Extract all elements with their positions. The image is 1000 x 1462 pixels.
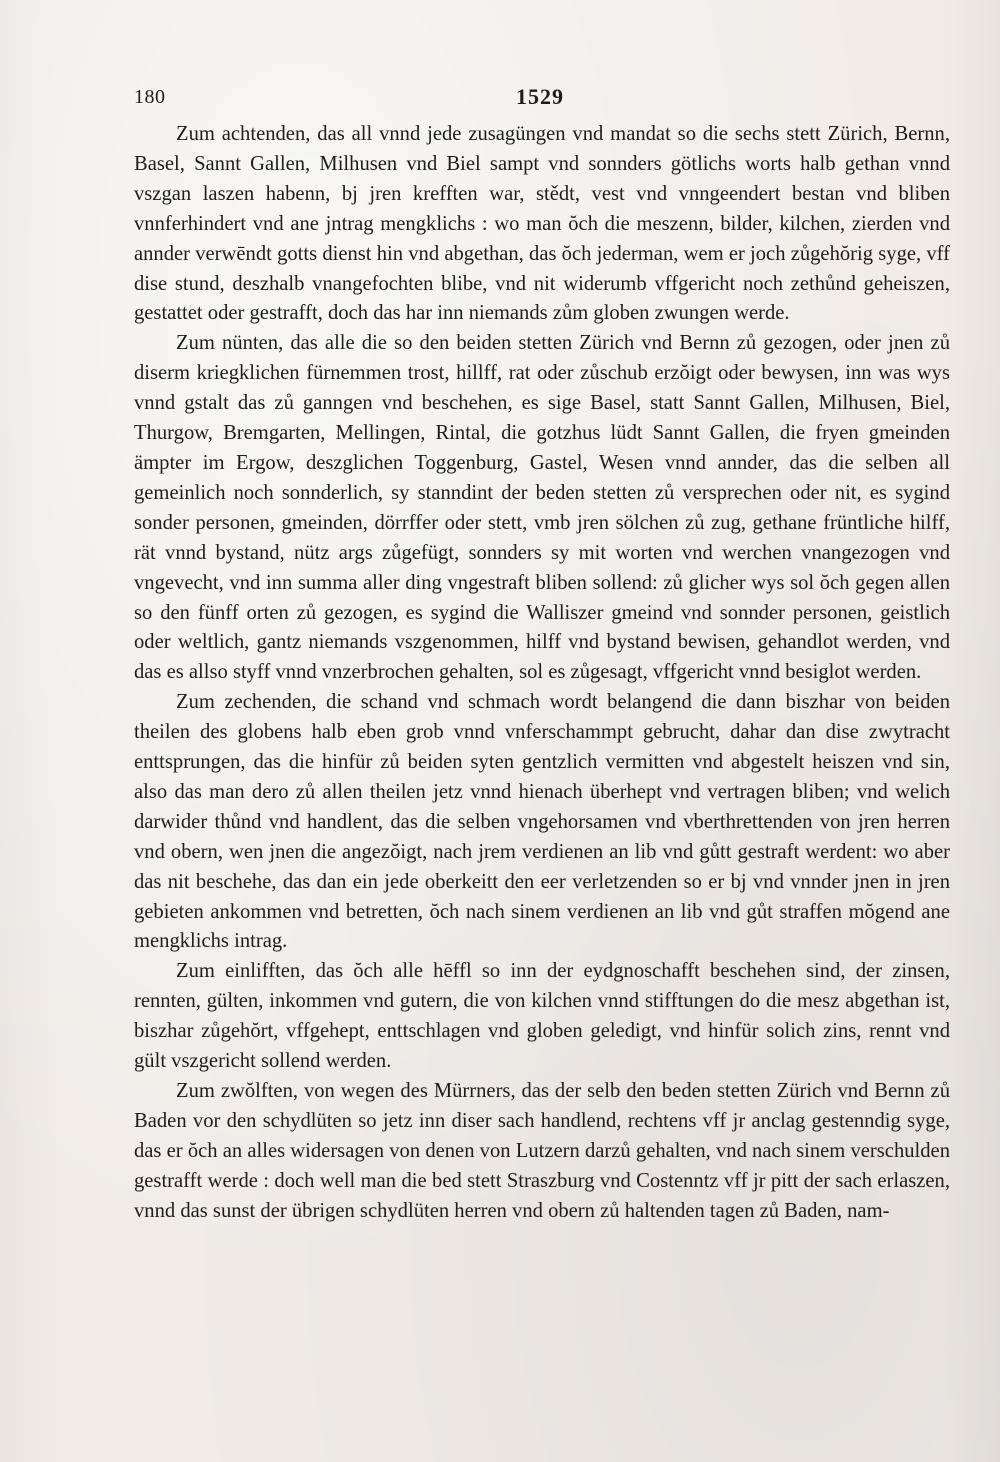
page-header — [134, 82, 950, 118]
paragraph-ninth-article: Zum nünten, das alle die so den beiden stetten Zürich vnd Bernn zů gezogen, oder jnen zů diserm kriegklichen fürnemmen trost, hillff, rat oder zůschub erzŏigt oder bewysen, inn was wys vnnd gstalt das zů ganngen vnd beschehen, es sige Basel, statt Sannt Gallen, Milhusen, Biel, Thurgow, Bremgarten, Mellingen, Rintal, die gotzhus lüdt Sannt Gallen, die fryen gmeinden ämpter im Ergow, deszglichen Toggenburg, Gastel, Wesen vnnd annder, das die selben all gemeinlich noch sonnderlich, sy stanndint der beden stetten zů versprechen oder nit, es sygind sonder personen, gmeinden, dörrffer oder stett, vmb jren sölchen zů zug, gethane früntliche hilff, rät vnnd bystand, nütz args zůgefügt, sonnders sy mit worten vnd werchen vnangezogen vnd vngevecht, vnd inn summa aller ding vngestraft bliben sollend: zů glicher wys sol ŏch gegen allen so den fünff orten zů gezogen, es sygind die Walliszer gmeind vnd sonnder personen, geistlich oder weltlich, gantz niemands vszgenommen, hilff vnd bystand bewisen, gehandlot werden, vnd das es allso styff vnnd vnzerbrochen gehalten, sol es zůgesagt, vffgericht vnnd besiglot werden. — [134, 332, 950, 684]
paragraph-eighth-article: Zum achtenden, das all vnnd jede zusagüngen vnd mandat so die sechs stett Zürich, Bernn, Basel, Sannt Gallen, Milhusen vnd Biel sampt vnd sonnders götlichs worts halb gethan vnnd vszgan laszen habenn, bj jren krefften war, stědt, vest vnd vnngeendert bestan vnd bliben vnnferhindert vnd ane jntrag mengklichs : wo man ŏch die meszenn, bilder, kilchen, zierden vnd annder verwēndt gotts dienst hin vnd abgethan, das ŏch jederman, wem er joch zůgehŏrig syge, vff dise stund, deszhalb vnangefochten blibe, vnd nit widerumb vffgericht noch zethůnd geheiszen, gestattet oder gestrafft, doch das har inn niemands zům globen zwungen werde. — [134, 123, 950, 325]
paragraph-twelfth-article: Zum zwŏlften, von wegen des Mürrners, das der selb den beden stetten Zürich vnd Bernn zů Baden vor den schydlüten so jetz inn diser sach handlend, rechtens vff jr anclag gestenndig syge, das er ŏch an alles widersagen von denen von Lutzern darzů gehalten, vnd nach sinem verschulden gestrafft werde : doch well man die bed stett Straszburg vnd Costenntz vff jr pitt der sach erlaszen, vnnd das sunst der übrigen schydlüten herren vnd obern zů haltenden tagen zů Baden, nam- — [134, 1080, 950, 1222]
paragraph-tenth-article: Zum zechenden, die schand vnd schmach wordt belangend die dann biszhar von beiden theilen des globens halb eben grob vnnd vnferschammpt gebrucht, dahar dan dise zwytracht enttsprungen, das die hinfür zů beiden syten gentzlich vermitten vnd abgestelt heiszen vnd sin, also das man dero zů allen theilen jetz vnnd hienach überhept vnd vertragen bliben; vnd welich darwider thůnd vnd handlent, das die selben vngehorsamen vnd vberthrettenden von jren herren vnd obern, wen jnen die angezŏigt, nach jrem verdienen an lib vnd gůtt gestraft werdent: wo aber das nit beschehe, das dan ein jede oberkeitt den eer verletzenden so er bj vnd vnnder jnen in jren gebieten ankommen vnd betretten, ŏch nach sinem verdienen an lib vnd gůt straffen mŏgend ane mengklichs intrag. — [134, 691, 950, 953]
running-title-year: 1529 — [516, 84, 564, 109]
page-number: 180 — [134, 86, 166, 108]
body-text — [134, 120, 950, 1227]
paragraph-eleventh-article: Zum einlifften, das ŏch alle hēffl so inn der eydgnoschafft beschehen sind, der zinsen, rennten, gülten, inkommen vnd gutern, die von kilchen vnnd stifftungen do die mesz abgethan ist, biszhar zůgehŏrt, vffgehept, enttschlagen vnd globen geledigt, vnd hinfür solich zins, rennt vnd gült vszgericht sollend werden. — [134, 960, 950, 1073]
